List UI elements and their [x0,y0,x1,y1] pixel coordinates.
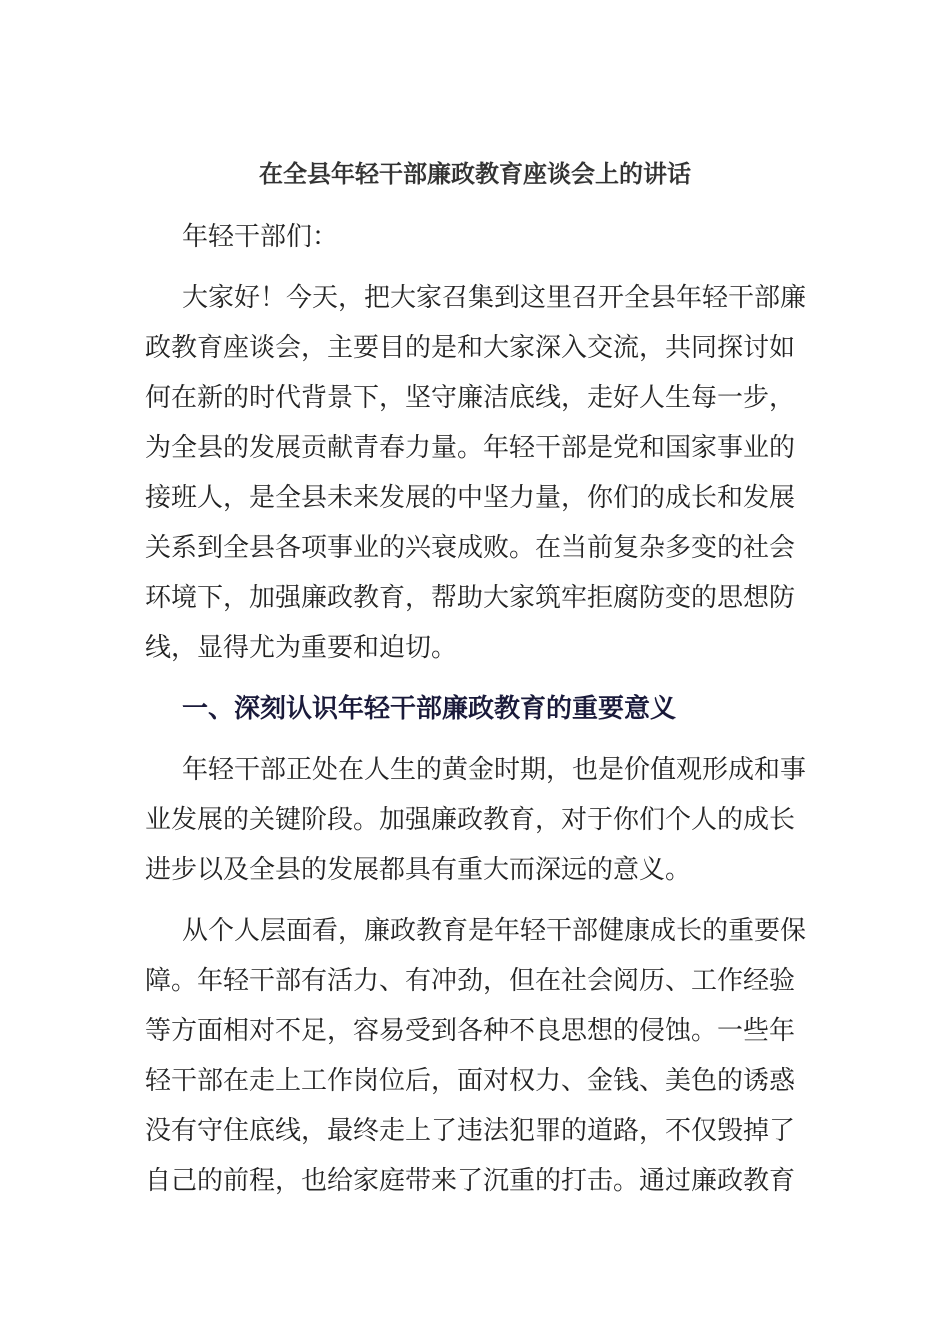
paragraph-line: 从个人层面看，廉政教育是年轻干部健康成长的重要保 [182,916,807,946]
paragraph-line: 环境下，加强廉政教育，帮助大家筑牢拒腐防变的思想防 [145,583,796,613]
paragraph-line: 为全县的发展贡献青春力量。年轻干部是党和国家事业的 [145,433,796,463]
paragraph-1 [145,273,807,673]
paragraph-line: 年轻干部正处在人生的黄金时期，也是价值观形成和事 [182,755,807,785]
paragraph-line: 障。年轻干部有活力、有冲劲，但在社会阅历、工作经验 [145,966,796,996]
paragraph-line: 没有守住底线，最终走上了违法犯罪的道路，不仅毁掉了 [145,1116,796,1146]
paragraph-line: 何在新的时代背景下，坚守廉洁底线，走好人生每一步， [145,383,796,413]
paragraph-line: 关系到全县各项事业的兴衰成败。在当前复杂多变的社会 [145,533,796,563]
document-title: 在全县年轻干部廉政教育座谈会上的讲话 [259,160,691,188]
paragraph-line: 等方面相对不足，容易受到各种不良思想的侵蚀。一些年 [145,1016,796,1046]
paragraph-line: 接班人，是全县未来发展的中坚力量，你们的成长和发展 [145,483,796,513]
paragraph-line: 业发展的关键阶段。加强廉政教育，对于你们个人的成长 [145,805,796,835]
paragraph-line: 政教育座谈会，主要目的是和大家深入交流，共同探讨如 [145,333,796,363]
paragraph-line: 线，显得尤为重要和迫切。 [145,633,458,663]
salutation-text: 年轻干部们： [182,222,339,252]
paragraph-line: 自己的前程，也给家庭带来了沉重的打击。通过廉政教育 [145,1166,796,1196]
paragraph-2 [145,745,807,895]
section-heading [145,684,807,734]
paragraph-line: 轻干部在走上工作岗位后，面对权力、金钱、美色的诱惑 [145,1066,796,1096]
paragraph-line: 大家好！今天，把大家召集到这里召开全县年轻干部廉 [182,283,807,313]
paragraph-3 [145,906,807,1206]
salutation [145,212,807,262]
section-heading-text: 一、深刻认识年轻干部廉政教育的重要意义 [182,694,677,724]
paragraph-line: 进步以及全县的发展都具有重大而深远的意义。 [145,855,692,885]
